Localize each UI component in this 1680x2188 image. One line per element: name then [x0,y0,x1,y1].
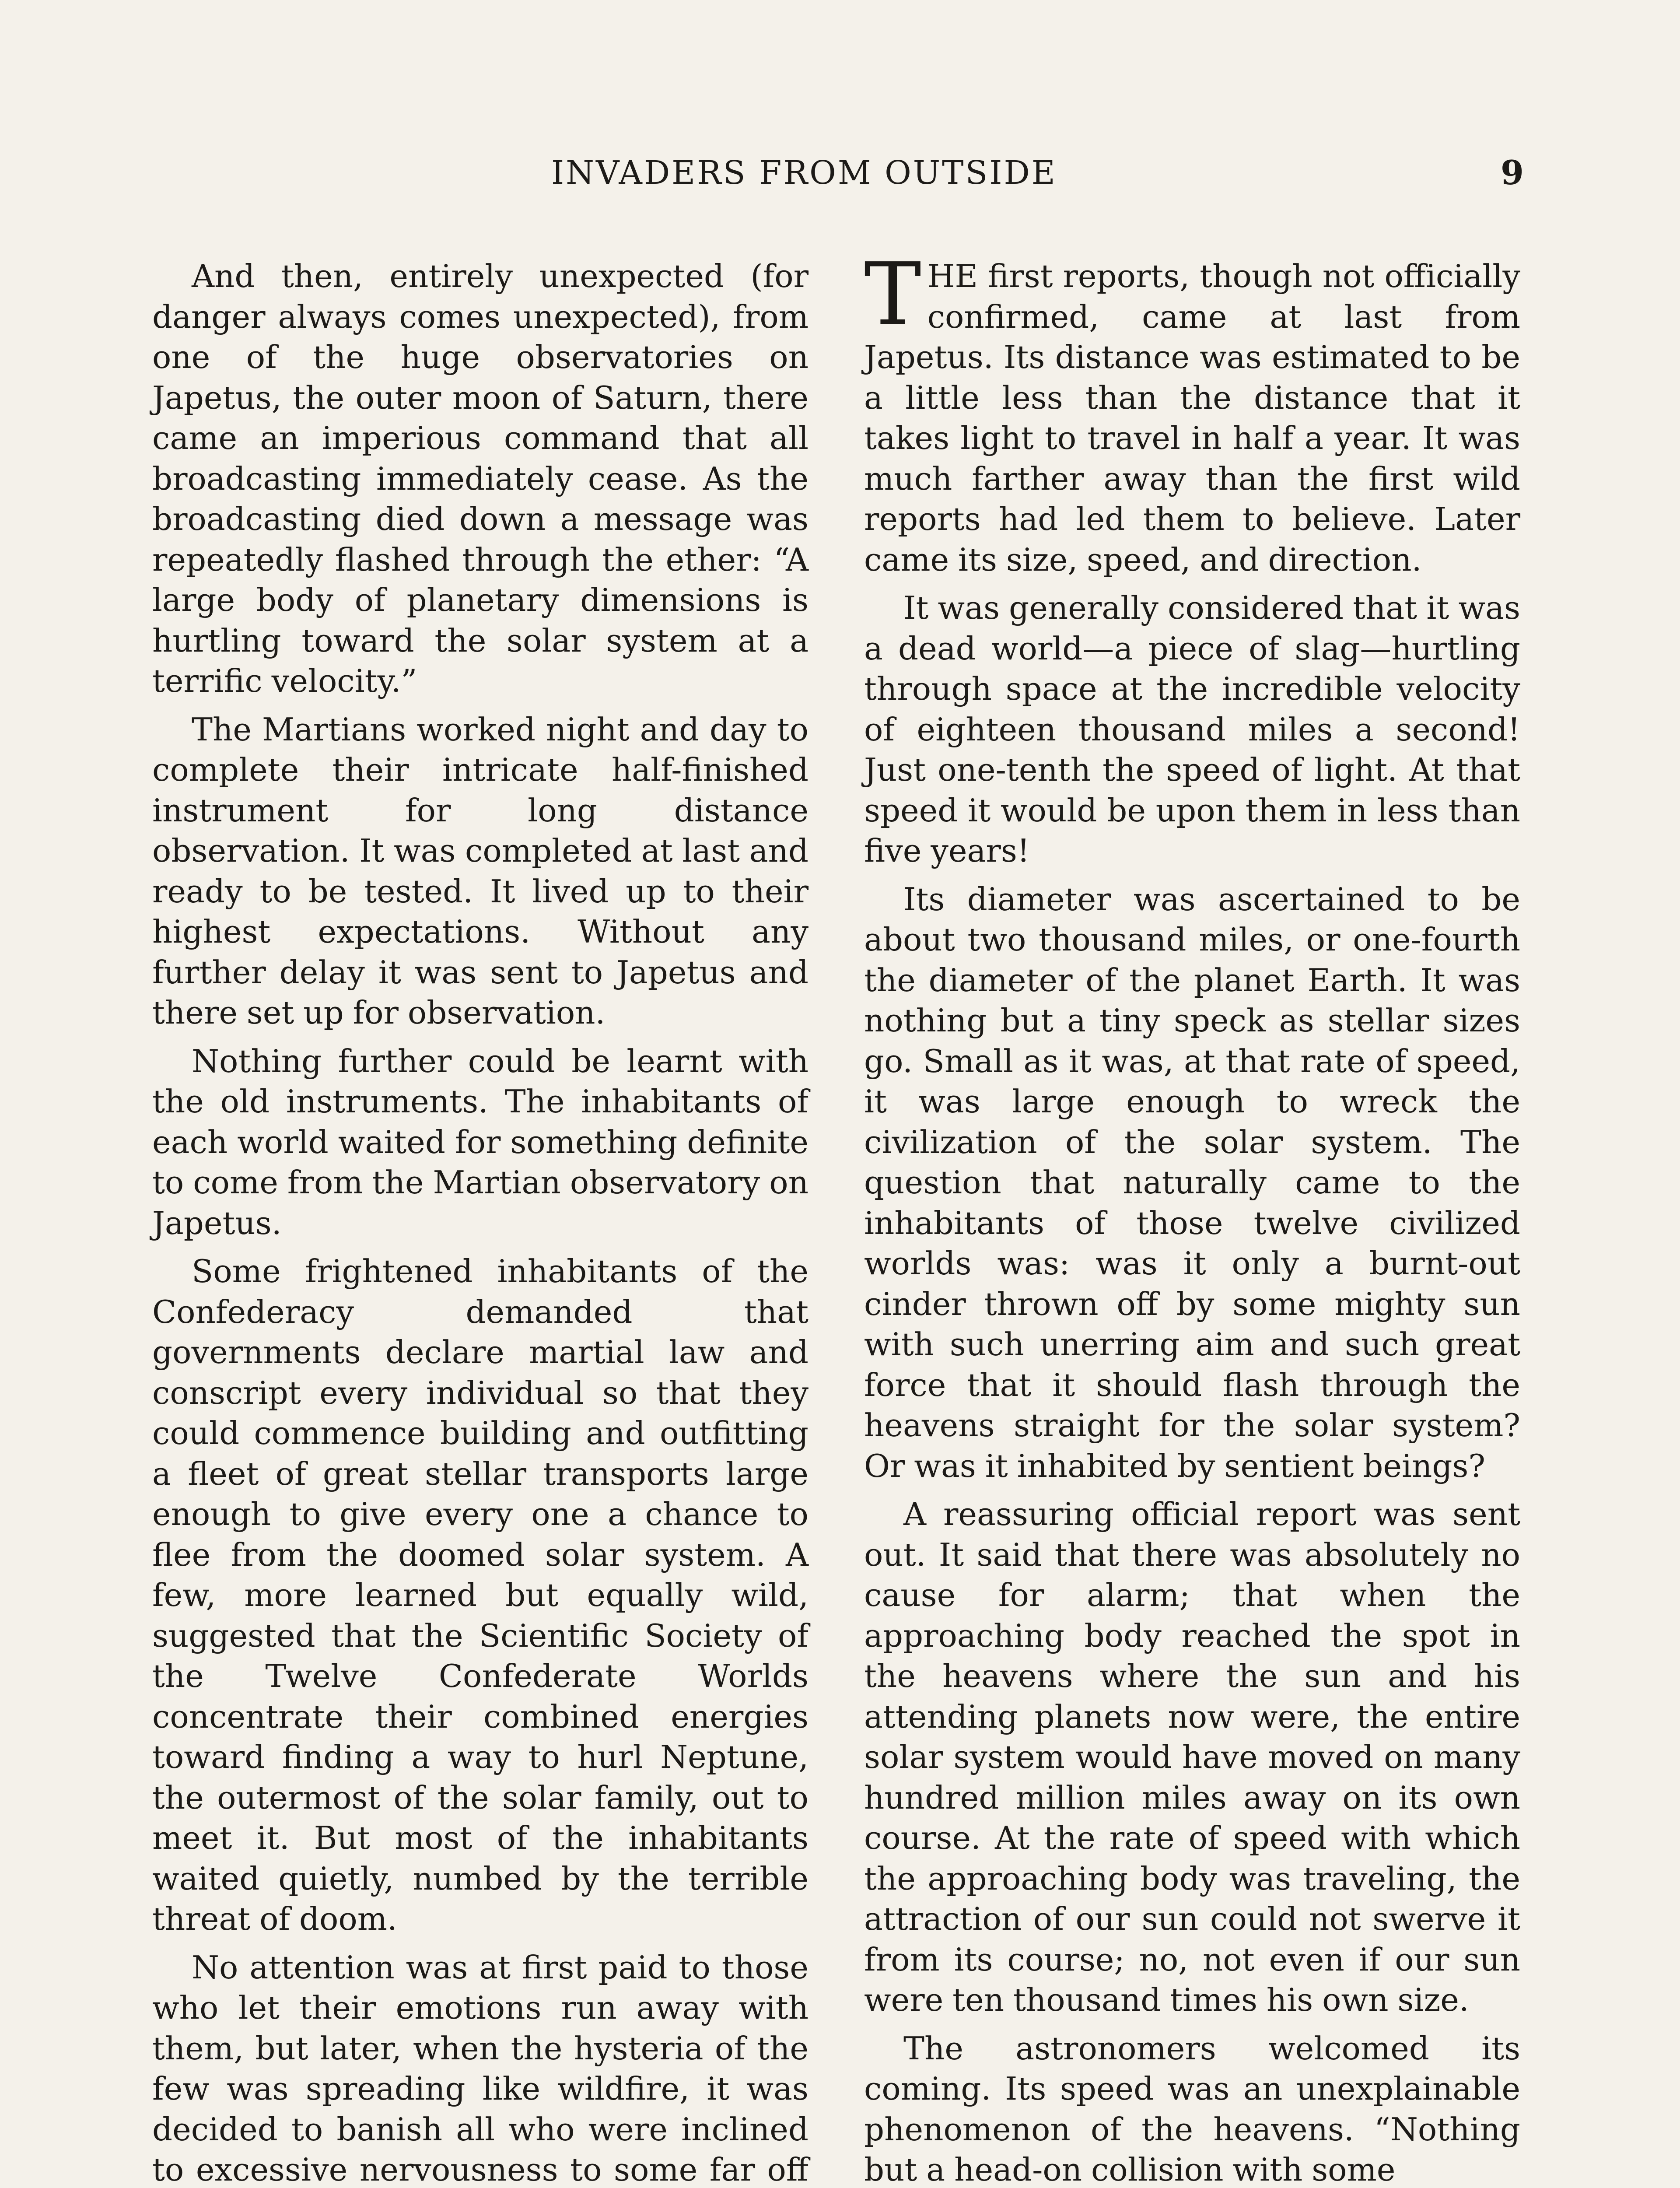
paragraph: The Martians worked night and day to complete their intricate half-finished instrument for long distance observation. It was completed at last and ready to be tested. It lived up to their highest expectations. Without any further delay it was sent to Japetus and there set up for observation. [152,711,808,1031]
paragraph: Its diameter was ascertained to be about two thousand miles, or one-fourth the diameter of the planet Earth. It was nothing but a tiny speck as stellar sizes go. Small as it was, at that rate of speed, it was large enough to wreck the civilization of the solar system. The question that naturally came to the inhabitants of those twelve civilized worlds was: was it only a burnt-out cinder thrown off by some mighty sun with such unerring aim and such great force that it should flash through the heavens straight for the solar system? Or was it inhabited by sentient beings? [864,880,1520,1484]
paragraph: It was generally considered that it was a dead world—a piece of slag—hurtling through space at the incredible velocity of eighteen thousand miles a second! Just one-tenth the speed of light. At that speed it would be upon them in less than five years! [864,589,1520,869]
opening-paragraph [864,245,1520,580]
running-title: INVADERS FROM OUTSIDE [551,154,1057,192]
paragraph: Some frightened inhabitants of the Confederacy demanded that governments declare martial law and conscript every individual so that they could commence building and outfitting a fleet of great stellar transports large enough to give every one a chance to flee from the doomed solar system. A few, more learned but equally wild, suggested that the Scientific Society of the Twelve Confederate Worlds concentrate their combined energies toward finding a way to hurl Neptune, the outermost of the solar family, out to meet it. But most of the inhabitants waited quietly, numbed by the terrible threat of doom. [152,1253,808,1937]
paragraph: A reassuring official report was sent out. It said that there was absolutely no cause for alarm; that when the approaching body reached the spot in the heavens where the sun and his attending planets now were, the entire solar system would have moved on many hundred million miles away on its own course. At the rate of speed with which the approaching body was traveling, the attraction of our sun could not swerve it from its course; no, not even if our sun were ten thousand times his own size. [864,1496,1520,2018]
paragraph: The astronomers welcomed its coming. Its speed was an unexplainable phenomenon of the heavens. “Nothing but a head-on collision with some [864,2030,1520,2188]
drop-cap: T [864,245,921,344]
running-head [0,149,1680,197]
paragraph: No attention was at first paid to those who let their emotions run away with them, but later, when the hysteria of the few was spreading like wildfire, it was decided to banish all who were inclined to excessive nervousness to some far off [152,1949,808,2188]
opening-paragraph-text: HE first reports, though not officially confirmed, came at last from Japetus. Its distance was estimated to be a little less than the distance that it takes light to travel in half a year. It was much farther away than the first wild reports had led them to believe. Later came its size, speed, and direction. [864,258,1520,578]
page-number: 9 [1501,153,1524,192]
right-text-column [864,245,1520,2188]
left-text-column [152,256,808,2188]
paragraph: And then, entirely unexpected (for danger always comes unexpected), from one of the huge observatories on Japetus, the outer moon of Saturn, there came an imperious command that all broadcasting immediately cease. As the broadcasting died down a message was repeatedly flashed through the ether: “A large body of planetary dimensions is hurtling toward the solar system at a terrific velocity.” [152,258,808,699]
paragraph: Nothing further could be learnt with the old instruments. The inhabitants of each world waited for something definite to come from the Martian observatory on Japetus. [152,1042,808,1241]
